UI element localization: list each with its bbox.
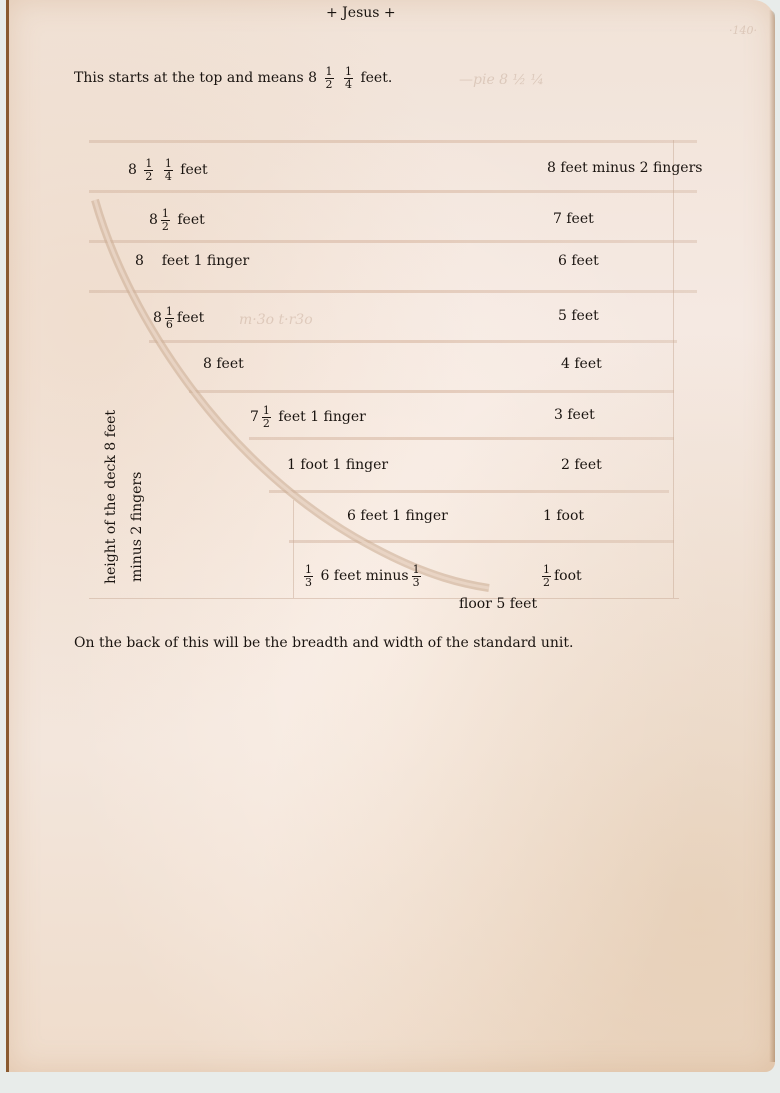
right-label-row-6: 3 feet	[554, 407, 595, 423]
left-label-row-4: 8 $\frac{1}{6}$ feet	[153, 305, 205, 331]
right-label-row-8: 1 foot	[543, 508, 585, 524]
ruled-line	[189, 390, 674, 393]
faint-handwriting: m·3o t·r3o	[239, 312, 313, 328]
right-label-row-5: 4 feet	[561, 356, 602, 372]
faint-folio-number: ·140·	[729, 24, 757, 37]
ruled-line	[249, 437, 674, 440]
vertical-label-deck-height: height of the deck 8 feet	[103, 409, 119, 584]
vertical-guide	[293, 500, 294, 598]
manuscript-page	[6, 0, 775, 1072]
vertical-guide	[673, 140, 674, 598]
page-header: + Jesus +	[326, 5, 396, 21]
right-label-row-1: 8 feet minus 2 fingers	[547, 160, 703, 176]
intro-sentence	[74, 66, 392, 90]
fraction: $\frac{1}{2}$	[325, 65, 333, 91]
fraction: $\frac{1}{4}$	[345, 65, 352, 91]
ruled-line	[89, 140, 697, 143]
faint-handwriting: —pie 8 ½ ¼	[459, 72, 545, 88]
ruled-line	[89, 190, 697, 193]
left-label-row-1: 8 $\frac{1}{2}$ $\frac{1}{4}$ feet	[128, 157, 208, 183]
right-label-row-2: 7 feet	[553, 211, 594, 227]
right-label-row-7: 2 feet	[561, 457, 602, 473]
right-label-row-4: 5 feet	[558, 308, 599, 324]
left-label-row-2: 8 $\frac{1}{2}$ feet	[149, 207, 205, 233]
ruled-line	[149, 340, 677, 343]
ruled-line	[89, 240, 697, 243]
left-label-row-6: 7 $\frac{1}{2}$ feet 1 finger	[250, 404, 366, 430]
left-label-row-7: 1 foot 1 finger	[287, 457, 389, 473]
ruled-line	[89, 290, 697, 293]
intro-suffix: feet.	[360, 70, 393, 87]
right-label-row-9: $\frac{1}{2}$ foot	[543, 563, 582, 589]
right-label-row-3: 6 feet	[558, 253, 599, 269]
vertical-label-minus-fingers: minus 2 fingers	[129, 471, 145, 582]
ruled-line	[289, 540, 674, 543]
intro-prefix: This starts at the top and means 8	[74, 70, 318, 87]
footer-note: On the back of this will be the breadth and width of the standard unit.	[74, 635, 574, 651]
ruled-line	[269, 490, 669, 493]
floor-label: floor 5 feet	[459, 596, 538, 612]
base-line	[89, 598, 679, 599]
left-label-row-3: 8 feet 1 finger	[135, 253, 250, 269]
left-label-row-5: 8 feet	[203, 356, 244, 372]
left-label-row-8: 6 feet 1 finger	[347, 508, 448, 524]
left-label-row-9: $\frac{1}{3}$ 6 feet minus $\frac{1}{3}$	[305, 563, 420, 589]
